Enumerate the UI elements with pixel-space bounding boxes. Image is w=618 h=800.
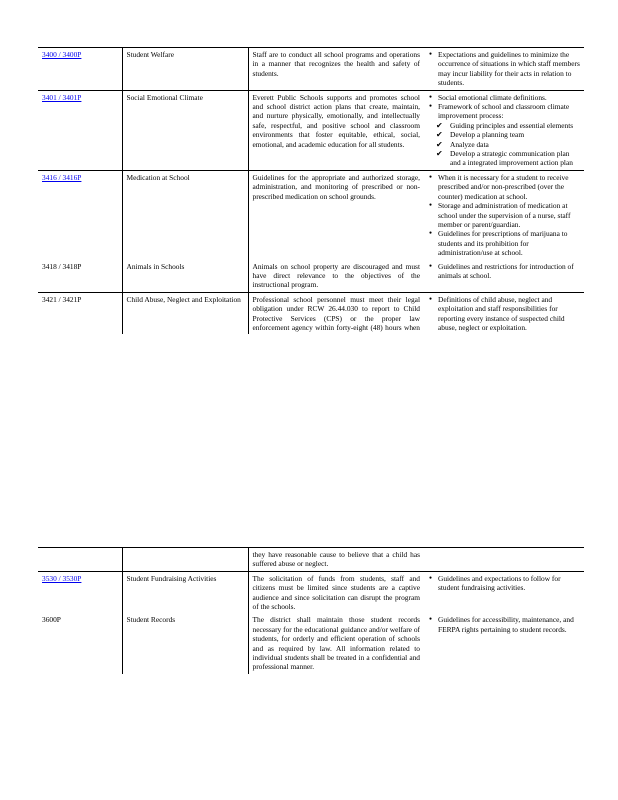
policy-table-page-1 [38, 47, 584, 334]
checkmark-item: ✔ Develop a strategic communication plan and a integrated improvement action plan [450, 149, 580, 168]
list-item: ● Storage and administration of medication at school under the supervision of a nurse, staff member or parent/guardian. [438, 201, 580, 229]
policy-title: Student Records [122, 613, 248, 673]
policy-description: Staff are to conduct all school programs and operations in a manner that recognizes the health and safety of students. [248, 48, 424, 91]
policy-summary [424, 292, 584, 334]
policy-summary [424, 571, 584, 613]
list-item: ● Guidelines and expectations to follow for student fundraising activities. [438, 574, 580, 593]
list-item: ● Guidelines and restrictions for introduction of animals at school. [438, 262, 580, 281]
table-row [38, 571, 584, 613]
policy-link[interactable]: 3400 / 3400P [42, 50, 82, 59]
policy-summary [424, 90, 584, 170]
policy-link[interactable]: 3401 / 3401P [42, 92, 82, 102]
policy-code [38, 170, 122, 259]
checkmark-item: ✔ Analyze data [450, 140, 580, 149]
policy-description: The district shall maintain those student records necessary for the educational guidance and/or welfare of students, for orderly and efficient operation of schools and as required by law. All information related to individual students shall be treated in a confidential and professional manner. [248, 613, 424, 673]
policy-title: Medication at School [122, 170, 248, 259]
policy-title: Child Abuse, Neglect and Exploitation [122, 292, 248, 334]
list-item: ● Expectations and guidelines to minimize the occurrence of situations in which staff members may incur liability for their acts in relation to students. [438, 50, 580, 88]
list-item: ● Guidelines for prescriptions of marijuana to students and its prohibition for administration/use at school. [438, 229, 580, 257]
policy-description: Professional school personnel must meet their legal obligation under RCW 26.44.030 to report to Child Protective Services (CPS) or the proper law enforcement agency within forty-eight (48) hours when [248, 292, 424, 334]
policy-code [38, 90, 122, 170]
table-row [38, 292, 584, 334]
policy-title: Animals in Schools [122, 260, 248, 293]
policy-summary [424, 260, 584, 293]
policy-description: Everett Public Schools supports and promotes school and school district action plans that create, maintain, and nurture physically, emotionally, and intellectually safe, respectful, and positive school and classroom environments that foster equitable, ethical, social, emotional, and academic education for all students. [248, 90, 424, 170]
list-item: ● Definitions of child abuse, neglect and exploitation and staff responsibilities for reporting every instance of suspected child abuse, neglect or exploitation. [438, 295, 580, 333]
policy-link[interactable]: 3416 / 3416P [42, 172, 82, 182]
checkmark-item: ✔ Guiding principles and essential elements [450, 121, 580, 130]
policy-code [38, 48, 122, 91]
policy-description: Animals on school property are discouraged and must have direct relevance to the objectives of the instructional program. [248, 260, 424, 293]
policy-code [38, 571, 122, 613]
policy-code: 3421 / 3421P [38, 292, 122, 334]
list-item: ● When it is necessary for a student to receive prescribed and/or non-prescribed (over the counter) medication at school. [438, 173, 580, 201]
policy-title: Social Emotional Climate [122, 90, 248, 170]
table-row [38, 48, 584, 91]
policy-description-continuation: they have reasonable cause to believe that a child has suffered abuse or neglect. [248, 548, 424, 572]
table-row [38, 260, 584, 293]
policy-table-page-2 [38, 547, 584, 674]
table-row [38, 613, 584, 673]
list-item: ● Social emotional climate definitions. [438, 93, 580, 102]
policy-summary [424, 48, 584, 91]
table-row [38, 170, 584, 259]
policy-summary [424, 170, 584, 259]
policy-code: 3418 / 3418P [42, 261, 82, 271]
policy-description: Guidelines for the appropriate and authorized storage, administration, and monitoring of prescribed or non-prescribed medication on school grounds. [248, 170, 424, 259]
policy-code: 3600P [42, 615, 61, 625]
policy-title: Student Fundraising Activities [122, 571, 248, 613]
table-row [38, 548, 584, 572]
policy-description: The solicitation of funds from students, staff and citizens must be limited since students are a captive audience and since solicitation can disrupt the program of the schools. [248, 571, 424, 613]
list-item: ● Guidelines for accessibility, maintenance, and FERPA rights pertaining to student records. [438, 615, 580, 634]
policy-summary [424, 613, 584, 673]
list-item: ● Framework of school and classroom climate improvement process: [438, 102, 580, 121]
table-row [38, 90, 584, 170]
policy-title: Student Welfare [122, 48, 248, 91]
policy-link[interactable]: 3530 / 3530P [42, 573, 82, 583]
checkmark-item: ✔ Develop a planning team [450, 130, 580, 139]
